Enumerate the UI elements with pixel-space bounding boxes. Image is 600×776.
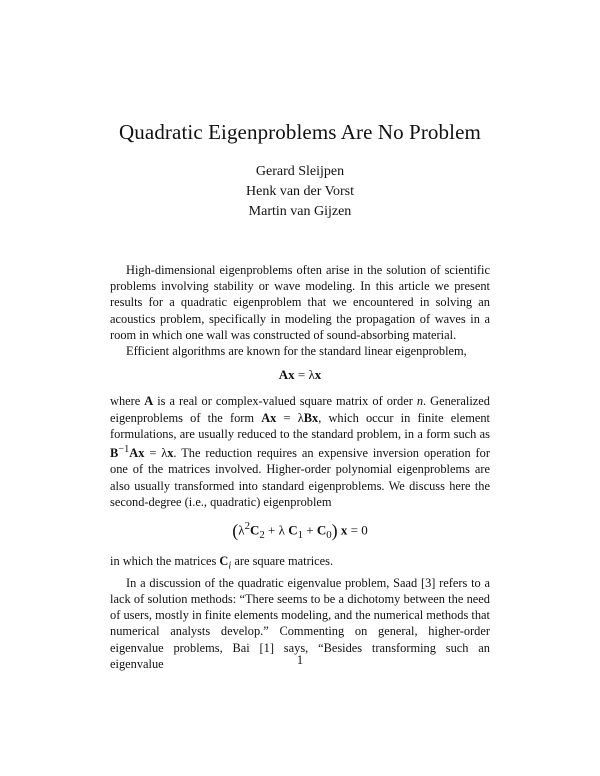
- math-symbol: B: [110, 446, 119, 461]
- eq-term: C: [316, 522, 327, 538]
- math-symbol: n: [416, 394, 424, 409]
- math-symbol: x: [167, 446, 174, 461]
- text-run: = λ: [144, 446, 168, 461]
- eq-superscript: 2: [244, 519, 250, 532]
- eq-operator: =: [294, 367, 309, 383]
- text-run: . The reduction requires an expensive inversion operation for one of the matrices involved. Higher-order polynomial eigenproblems are also usually transformed into standard eigenproblems. We discuss here the second-degree (i.e., quadratic) eigenproblem: [110, 446, 490, 509]
- text-run: = λ: [276, 410, 304, 425]
- page-number: 1: [296, 653, 304, 667]
- text-run: where: [110, 394, 145, 409]
- eq-operator: +: [303, 522, 317, 538]
- math-subscript: i: [228, 560, 232, 572]
- text-run: are square matrices.: [231, 554, 334, 569]
- paragraph-intro: High-dimensional eigenproblems often arise in the solution of scientific problems involving stability or wave modeling. In this article we present results for a quadratic eigenproblem that we encountered in solving an acoustics problem, specifically in modeling the propagation of waves in a room in which one wall was constructed of sound-absorbing material.: [110, 263, 490, 342]
- eq-subscript: 1: [297, 528, 303, 541]
- math-symbol: C: [219, 554, 229, 569]
- paragraph-linear-eigenproblem: Efficient algorithms are known for the standard linear eigenproblem,: [126, 344, 467, 359]
- paragraph-generalized: [110, 393, 490, 510]
- eq-symbol: λ: [238, 522, 245, 538]
- author-name: Martin van Gijzen: [248, 204, 352, 219]
- eq-operator: + λ: [264, 522, 289, 538]
- eq-term: Ax: [278, 367, 295, 383]
- eq-operator: = 0: [347, 522, 368, 538]
- author-name: Gerard Sleijpen: [255, 164, 345, 179]
- author-list: [0, 162, 600, 222]
- text-run: . Generalized eigenproblems of the form: [110, 394, 490, 425]
- math-symbol: A: [144, 394, 154, 409]
- eq-paren: (: [232, 520, 239, 541]
- eq-term: x: [337, 522, 348, 538]
- eq-term: x: [314, 367, 322, 383]
- paper-title: Quadratic Eigenproblems Are No Problem: [119, 120, 481, 144]
- eq-symbol: λ: [308, 367, 315, 383]
- eq-subscript: 0: [326, 528, 332, 541]
- text-run: , which occur in finite element formulations, are usually reduced to the standard problem, in a form such as: [110, 410, 490, 441]
- math-symbol: Ax: [261, 410, 277, 425]
- math-symbol: Bx: [303, 410, 319, 425]
- article-body: [110, 262, 490, 672]
- equation-quadratic-eigenproblem: [110, 518, 490, 543]
- eq-paren: ): [331, 520, 338, 541]
- eq-term: C: [249, 522, 260, 538]
- eq-term: C: [288, 522, 298, 538]
- author-name: Henk van der Vorst: [246, 184, 354, 199]
- paragraph-matrices: [110, 553, 490, 575]
- math-symbol: Ax: [129, 446, 145, 461]
- equation-standard-eigenproblem: [110, 367, 490, 383]
- paragraph-discussion: In a discussion of the quadratic eigenvalue problem, Saad [3] refers to a lack of solution methods: “There seems to be a dichotomy between the need of users, mostly in finite elements modeling, and the numerical methods that numerical analysts develop.” Commenting on general, higher-order eigenvalue problems, Bai [1] says, “Besides transforming such an eigenvalue: [110, 575, 490, 671]
- text-run: in which the matrices: [110, 554, 220, 569]
- eq-subscript: 2: [259, 528, 265, 541]
- text-run: is a real or complex-valued square matrix of order: [153, 394, 417, 409]
- math-superscript: −1: [118, 444, 130, 456]
